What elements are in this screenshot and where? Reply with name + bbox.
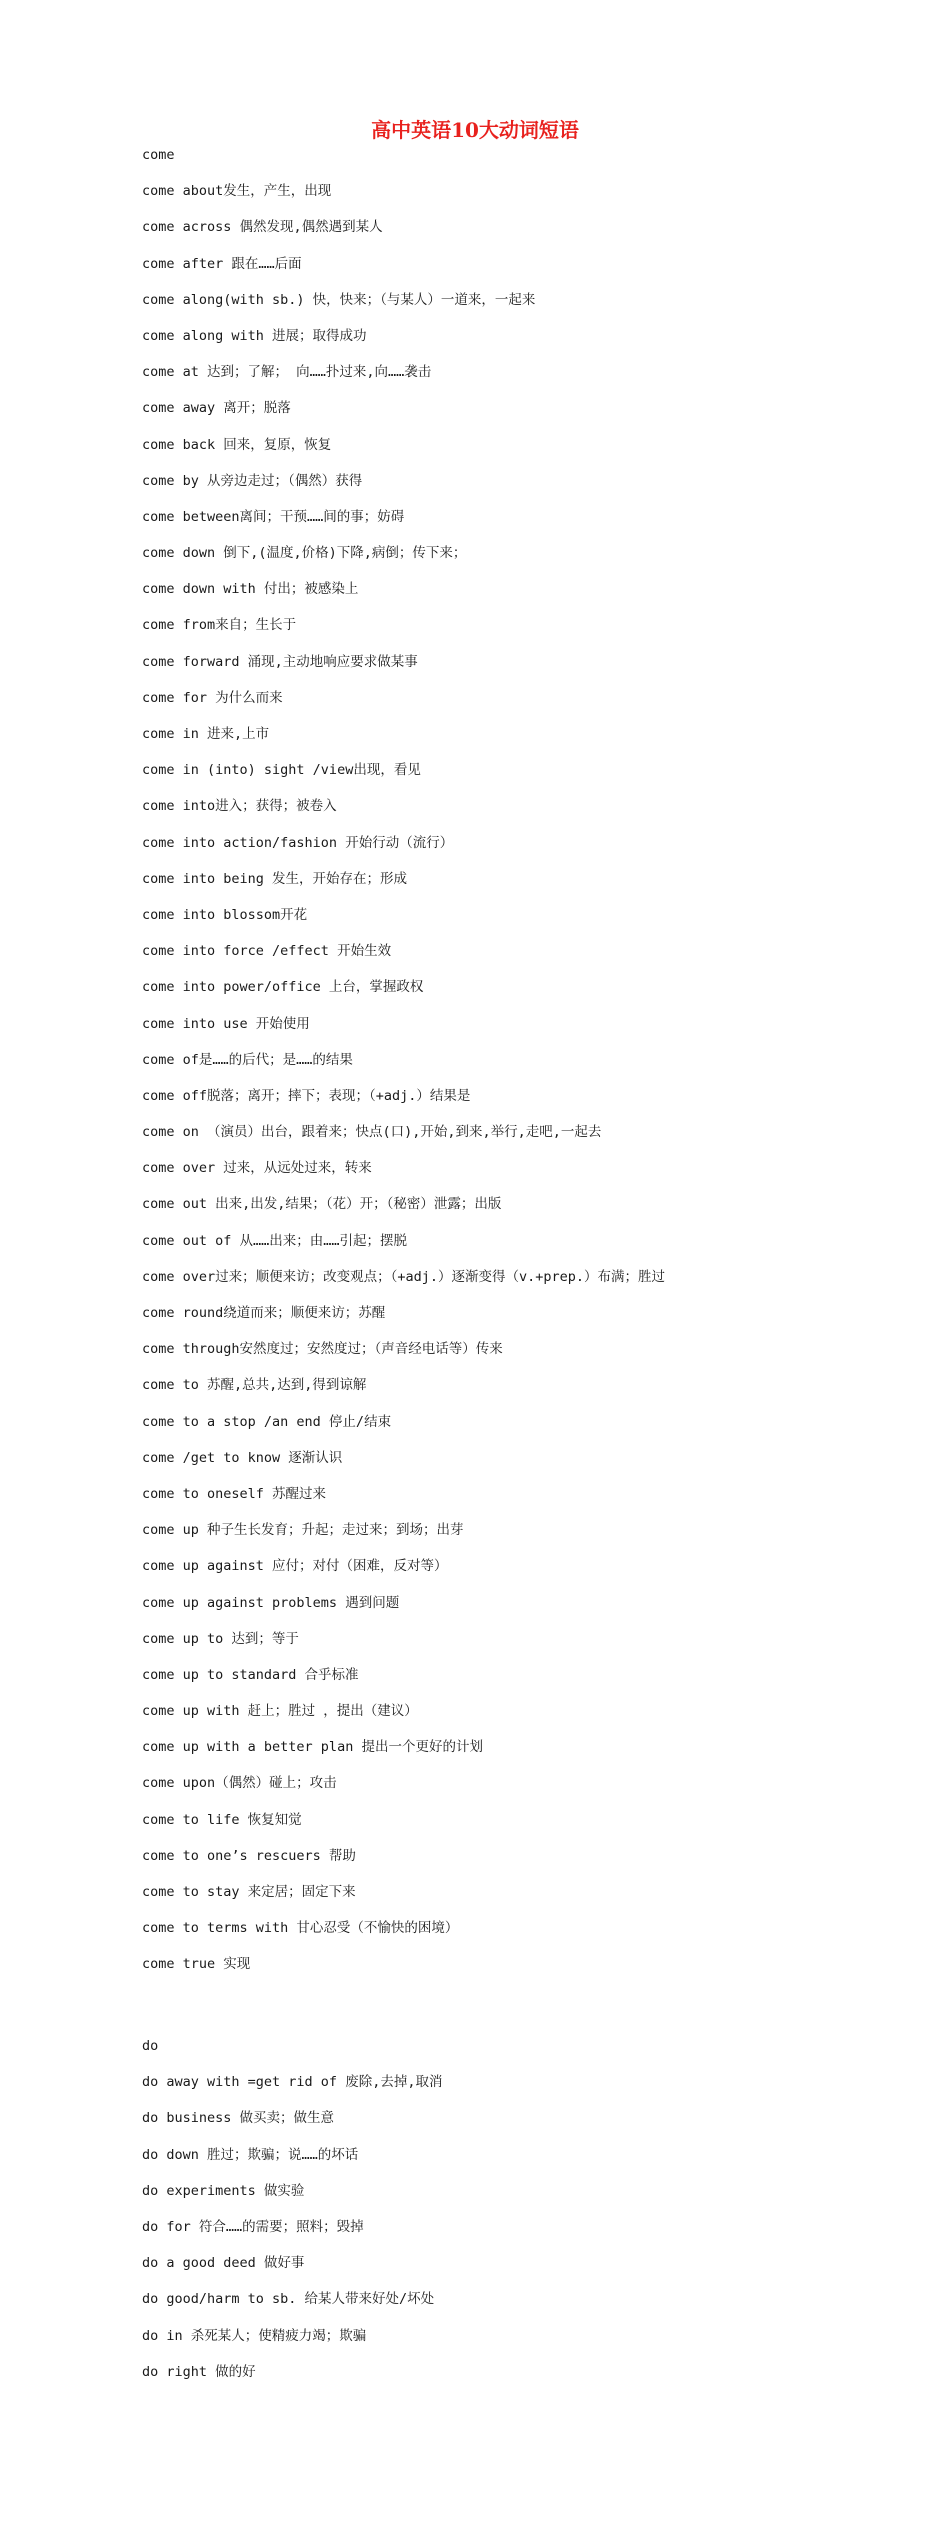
phrase-entry: come along with 进展；取得成功 bbox=[142, 327, 367, 344]
phrase-entry: come from来自；生长于 bbox=[142, 617, 297, 634]
phrase-entry: come after 跟在……后面 bbox=[142, 255, 302, 272]
phrase-entry: do for 符合……的需要；照料；毁掉 bbox=[142, 2218, 364, 2235]
phrase-entry: come along(with sb.) 快，快来；（与某人）一道来，一起来 bbox=[142, 291, 536, 308]
phrase-entry: do away with =get rid of 废除,去掉,取消 bbox=[142, 2074, 443, 2091]
phrase-entry: come for 为什么而来 bbox=[142, 689, 283, 706]
come-phrase-list bbox=[142, 137, 922, 1983]
phrase-entry: come into force /effect 开始生效 bbox=[142, 943, 392, 960]
phrase-entry: come in 进来,上市 bbox=[142, 726, 270, 742]
phrase-entry: come over 过来，从远处过来，转来 bbox=[142, 1160, 372, 1177]
phrase-entry: come to 苏醒,总共,达到,得到谅解 bbox=[142, 1377, 367, 1394]
phrase-entry: come about发生，产生，出现 bbox=[142, 183, 332, 200]
phrase-entry: come to terms with 甘心忍受（不愉快的困境） bbox=[142, 1920, 459, 1937]
phrase-entry: come into power/office 上台，掌握政权 bbox=[142, 979, 424, 996]
document-title: 高中英语10大动词短语 bbox=[371, 118, 579, 142]
phrase-entry: come out of 从……出来；由……引起；摆脱 bbox=[142, 1232, 408, 1249]
phrase-entry: come /get to know 逐渐认识 bbox=[142, 1449, 343, 1466]
phrase-entry: come round绕道而来；顺便来访；苏醒 bbox=[142, 1305, 386, 1321]
phrase-entry: come up to 达到；等于 bbox=[142, 1630, 299, 1647]
phrase-entry: come at 达到；了解； 向……扑过来,向……袭击 bbox=[142, 364, 432, 381]
phrase-entry: come to oneself 苏醒过来 bbox=[142, 1485, 327, 1502]
phrase-entry: come to life 恢复知觉 bbox=[142, 1811, 302, 1828]
phrase-entry: come through安然度过；安然度过；（声音经电话等）传来 bbox=[142, 1341, 503, 1358]
phrase-entry: come up against 应付；对付（困难，反对等） bbox=[142, 1558, 448, 1575]
phrase-entry: do in 杀死某人；使精疲力竭；欺骗 bbox=[142, 2327, 367, 2344]
phrase-entry: do a good deed 做好事 bbox=[142, 2255, 305, 2272]
phrase-entry: come up against problems 遇到问题 bbox=[142, 1594, 400, 1611]
phrase-entry: do good/harm to sb. 给某人带来好处/坏处 bbox=[142, 2291, 435, 2308]
phrase-entry: come down 倒下,(温度,价格)下降,病倒；传下来； bbox=[142, 545, 467, 562]
section-heading: do bbox=[142, 2038, 159, 2054]
phrase-entry: do right 做的好 bbox=[142, 2363, 256, 2380]
phrase-entry: do business 做买卖；做生意 bbox=[142, 2110, 335, 2127]
phrase-entry: come up to standard 合乎标准 bbox=[142, 1666, 359, 1683]
phrase-entry: come on （演员）出台，跟着来；快点(口),开始,到来,举行,走吧,一起去 bbox=[142, 1124, 602, 1141]
phrase-entry: come into action/fashion 开始行动（流行） bbox=[142, 834, 454, 851]
phrase-entry: come forward 涌现,主动地响应要求做某事 bbox=[142, 653, 418, 670]
phrase-entry: do down 胜过；欺骗；说……的坏话 bbox=[142, 2146, 359, 2163]
phrase-entry: come across 偶然发现,偶然遇到某人 bbox=[142, 219, 383, 236]
phrase-entry: come to stay 来定居；固定下来 bbox=[142, 1884, 356, 1900]
phrase-entry: come by 从旁边走过；（偶然）获得 bbox=[142, 472, 363, 489]
phrase-entry: come upon（偶然）碰上；攻击 bbox=[142, 1775, 337, 1792]
phrase-entry: come into blossom开花 bbox=[142, 906, 308, 923]
phrase-entry: come over过来；顺便来访；改变观点；（+adj.）逐渐变得（v.+prep.）布满；胜过 bbox=[142, 1268, 666, 1285]
phrase-entry: come into进入；获得；被卷入 bbox=[142, 798, 337, 815]
phrase-entry: come down with 付出；被感染上 bbox=[142, 581, 359, 598]
phrase-entry: come to a stop /an end 停止/结束 bbox=[142, 1413, 392, 1430]
phrase-entry: come into use 开始使用 bbox=[142, 1015, 310, 1032]
phrase-entry: come into being 发生，开始存在；形成 bbox=[142, 870, 408, 887]
phrase-entry: come back 回来，复原，恢复 bbox=[142, 436, 332, 453]
phrase-entry: come up with 赶上；胜过 ，提出（建议） bbox=[142, 1703, 418, 1720]
phrase-entry: come in (into) sight /view出现，看见 bbox=[142, 762, 421, 779]
phrase-entry: come of是……的后代；是……的结果 bbox=[142, 1051, 353, 1068]
phrase-entry: come to one’s rescuers 帮助 bbox=[142, 1847, 356, 1864]
section-heading: come bbox=[142, 147, 175, 163]
do-phrase-list bbox=[142, 2028, 922, 2390]
phrase-entry: come true 实现 bbox=[142, 1956, 251, 1973]
phrase-entry: come off脱落；离开；摔下；表现；（+adj.）结果是 bbox=[142, 1087, 471, 1104]
phrase-entry: come between离间；干预……间的事；妨碍 bbox=[142, 508, 405, 525]
phrase-entry: do experiments 做实验 bbox=[142, 2182, 305, 2199]
phrase-entry: come out 出来,出发,结果；（花）开；（秘密）泄露；出版 bbox=[142, 1196, 502, 1213]
phrase-entry: come up with a better plan 提出一个更好的计划 bbox=[142, 1739, 483, 1756]
phrase-entry: come away 离开；脱落 bbox=[142, 400, 291, 417]
phrase-entry: come up 种子生长发育；升起；走过来；到场；出芽 bbox=[142, 1522, 464, 1539]
